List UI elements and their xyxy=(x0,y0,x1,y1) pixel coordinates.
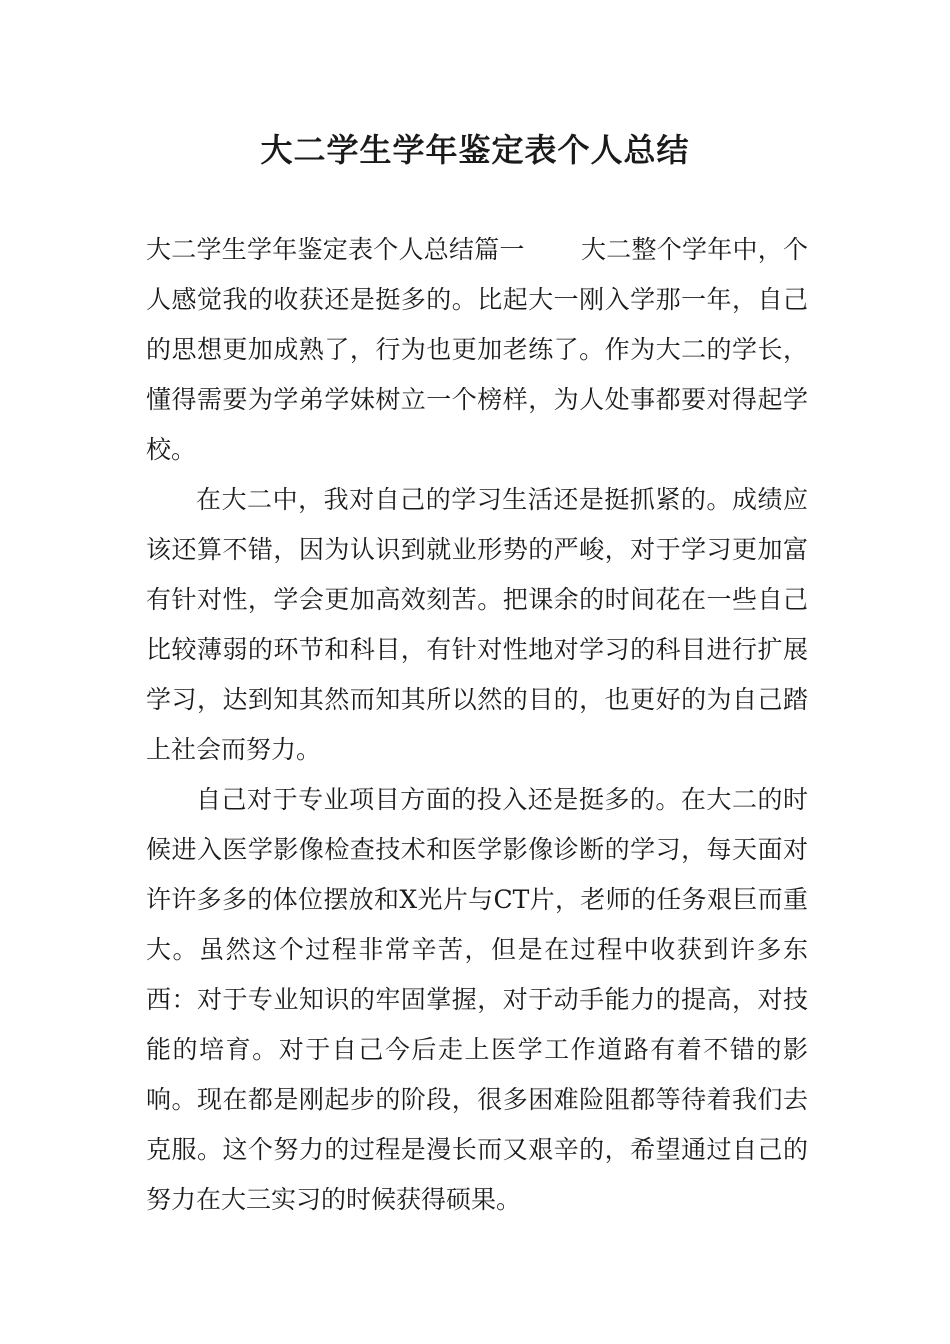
paragraph-3: 自己对于专业项目方面的投入还是挺多的。在大二的时候进入医学影像检查技术和医学影像诊断的学习，每天面对许许多多的体位摆放和X光片与CT片，老师的任务艰巨而重大。虽然这个过程非常辛苦，但是在过程中收获到许多东西：对于专业知识的牢固掌握，对于动手能力的提高，对技能的培育。对于自己今后走上医学工作道路有着不错的影响。现在都是刚起步的阶段，很多困难险阻都等待着我们去克服。这个努力的过程是漫长而又艰辛的，希望通过自己的努力在大三实习的时候获得硕果。 xyxy=(146,785,808,1214)
paragraph-2: 在大二中，我对自己的学习生活还是挺抓紧的。成绩应该还算不错，因为认识到就业形势的严峻，对于学习更加富有针对性，学会更加高效刻苦。把课余的时间花在一些自己比较薄弱的环节和科目，有针对性地对学习的科目进行扩展学习，达到知其然而知其所以然的目的，也更好的为自己踏上社会而努力。 xyxy=(146,485,808,764)
document-title: 大二学生学年鉴定表个人总结 xyxy=(260,131,690,169)
paragraph-1 xyxy=(146,225,808,475)
document-body xyxy=(146,225,808,1225)
paragraph-1-text: 大二整个学年中，个人感觉我的收获还是挺多的。比起大一刚入学那一年，自己的思想更加成熟了，行为也更加老练了。作为大二的学长，懂得需要为学弟学妹树立一个榜样，为人处事都要对得起学校。 xyxy=(146,235,808,464)
section-heading: 大二学生学年鉴定表个人总结篇一 xyxy=(146,235,525,264)
